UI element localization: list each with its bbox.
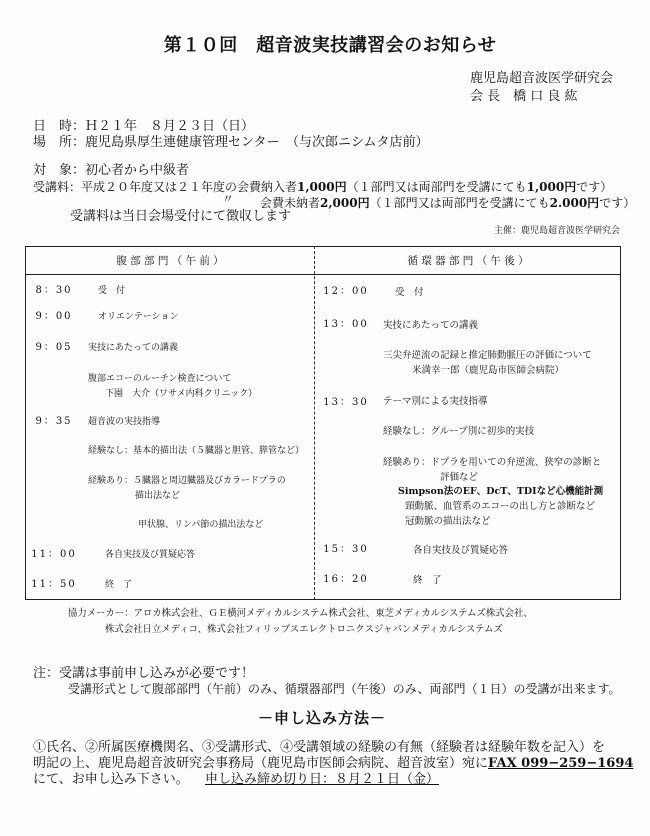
fee-members-note: （１部門又は両部門を受講にても <box>346 180 527 194</box>
cardio-item: 米満幸一郎（鹿児島市医師会病院） <box>412 365 565 376</box>
cardio-item: 三尖弁逆流の記録と推定肺動脈圧の評価について <box>383 350 592 361</box>
organizer-name: 鹿児島超音波医学研究会 <box>470 71 614 86</box>
target-value: 初心者から中級者 <box>85 163 190 178</box>
table-column-divider <box>314 246 315 600</box>
abdominal-item: 腹部エコーのルーチン検査について <box>88 374 232 384</box>
ditto-mark: 〃 <box>222 192 235 206</box>
abdominal-item: オリエンテーション <box>98 312 179 322</box>
abdominal-item: 経験なし：基本的描出法（５臓器と胆管、膵管など） <box>88 446 305 456</box>
application-deadline: 申し込み締め切り日：８月２１日（金） <box>205 772 440 787</box>
cardio-time: 12：00 <box>323 286 369 297</box>
cardio-time: 16：20 <box>323 574 369 585</box>
application-line-2 <box>33 757 633 770</box>
abdominal-item: 各自実技及び質疑応答 <box>105 550 196 560</box>
venue-value: 鹿児島県厚生連健康管理センター （与次郎ニシムタ店前） <box>85 135 429 150</box>
fee-members-text: 平成２０年度又は２１年度の会費納入者 <box>81 180 298 194</box>
organizer-president: 会 長 橋 口 良 紘 <box>470 89 578 104</box>
cardio-time: 13：00 <box>323 319 369 330</box>
abdominal-time: 9：35 <box>35 416 73 427</box>
cardio-item: 終 了 <box>413 575 442 586</box>
fee-non-members-note-end: です） <box>599 196 636 210</box>
fee-line-members <box>33 181 612 193</box>
abdominal-item: 終 了 <box>105 580 133 590</box>
table-header-divider <box>25 274 621 275</box>
note-line-2: 受講形式として腹部部門（午前）のみ、循環器部門（午後）のみ、両部門（１日）の受講が出来ます。 <box>68 682 621 696</box>
fee-members-note-end: です） <box>576 180 613 194</box>
fax-number: FAX 099−259−1694 <box>488 756 634 771</box>
application-line-1: ①氏名、②所属医療機関名、③受講形式、④受講領域の経験の有無（経験者は経験年数を記入）を <box>33 740 606 755</box>
cardio-item: 評価など <box>440 472 479 483</box>
venue-label: 場 所： <box>33 135 86 150</box>
fee-non-members-note-amount: 2.000円 <box>549 196 600 210</box>
makers-line-2: 株式会社日立メディコ、株式会社フィリップスエレクトロニクスジャパンメディカルシステムズ <box>105 624 503 635</box>
datetime-label: 日 時： <box>33 119 86 134</box>
application-heading: －申し込み方法－ <box>257 709 386 727</box>
venue-line <box>33 136 428 149</box>
cardio-item: 実技にあたっての講義 <box>383 320 479 331</box>
cardio-time: 15：30 <box>323 544 369 555</box>
abdominal-item: 実技にあたっての講義 <box>88 343 179 353</box>
cardio-time: 13：30 <box>323 397 369 408</box>
cardio-item: Simpson法のEF、DcT、TDIなど心機能計測 <box>398 486 604 497</box>
datetime-line <box>33 120 254 133</box>
note-line-1: 注：受講は事前申し込みが必要です！ <box>33 666 255 681</box>
host-label: 主催：鹿児島超音波医学研究会 <box>493 226 620 236</box>
cardio-item: 受 付 <box>395 287 424 298</box>
fee-label: 受講料： <box>33 180 82 194</box>
application-line-3: にて、お申し込み下さい。 <box>33 772 189 787</box>
fee-collection-note: 受講料は当日会場受付にて徴収します <box>70 209 292 224</box>
target-line <box>33 164 189 177</box>
page-title: 第１０回 超音波実技講習会のお知らせ <box>163 35 497 56</box>
cardio-item: 各自実技及び質疑応答 <box>413 545 509 556</box>
abdominal-time: 11：50 <box>31 579 77 590</box>
cardio-item: 頸動脈、血管系のエコーの出し方と診断など <box>405 501 596 512</box>
fee-members-amount: 1,000円 <box>297 180 347 194</box>
abdominal-time: 11：00 <box>31 549 77 560</box>
makers-line-1: 協力メーカー：アロカ株式会社、ＧＥ横河メディカルシステム株式会社、東芝メディカルシステムズ株式会社、 <box>68 608 533 619</box>
fee-line-non-members <box>260 197 635 209</box>
fee-members-note-amount: 1,000円 <box>526 180 577 194</box>
cardio-item: 冠動脈の描出法など <box>405 516 491 527</box>
abdominal-item: 描出法など <box>135 491 181 501</box>
application-line-2-text: 明記の上、鹿児島超音波研究会事務局（鹿児島市医師会病院、超音波室）宛に <box>33 756 489 771</box>
abdominal-time: 8：30 <box>35 285 73 296</box>
fee-non-members-note: （１部門又は両部門を受講にても <box>369 196 550 210</box>
abdominal-item: 甲状腺、リンパ節の描出法など <box>138 520 264 530</box>
abdominal-item: 下園 大介（ワサメ内科クリニック） <box>105 389 258 399</box>
cardio-header: 循 環 器 部 門 （ 午 後 ） <box>407 255 529 267</box>
cardio-item: 経験なし：グループ別に初歩的実技 <box>383 426 535 437</box>
cardio-item: 経験あり：ドプラを用いての弁逆流、狭窄の診断と <box>383 457 602 468</box>
abdominal-time: 9：05 <box>35 342 73 353</box>
abdominal-item: 経験あり：５臓器と周辺臓器及びカラードプラの <box>88 476 286 486</box>
abdominal-item: 受 付 <box>98 286 126 296</box>
target-label: 対 象： <box>33 163 86 178</box>
abdominal-time: 9：00 <box>35 311 73 322</box>
datetime-value: Ｈ２１年 ８月２３日（日） <box>85 119 255 134</box>
fee-non-members-text: 会費未納者 <box>260 196 321 210</box>
fee-non-members-amount: 2,000円 <box>320 196 370 210</box>
abdominal-item: 超音波の実技指導 <box>88 417 161 427</box>
abdominal-header: 腹 部 部 門 （ 午 前 ） <box>116 255 224 267</box>
cardio-item: テーマ別による実技指導 <box>383 396 488 407</box>
